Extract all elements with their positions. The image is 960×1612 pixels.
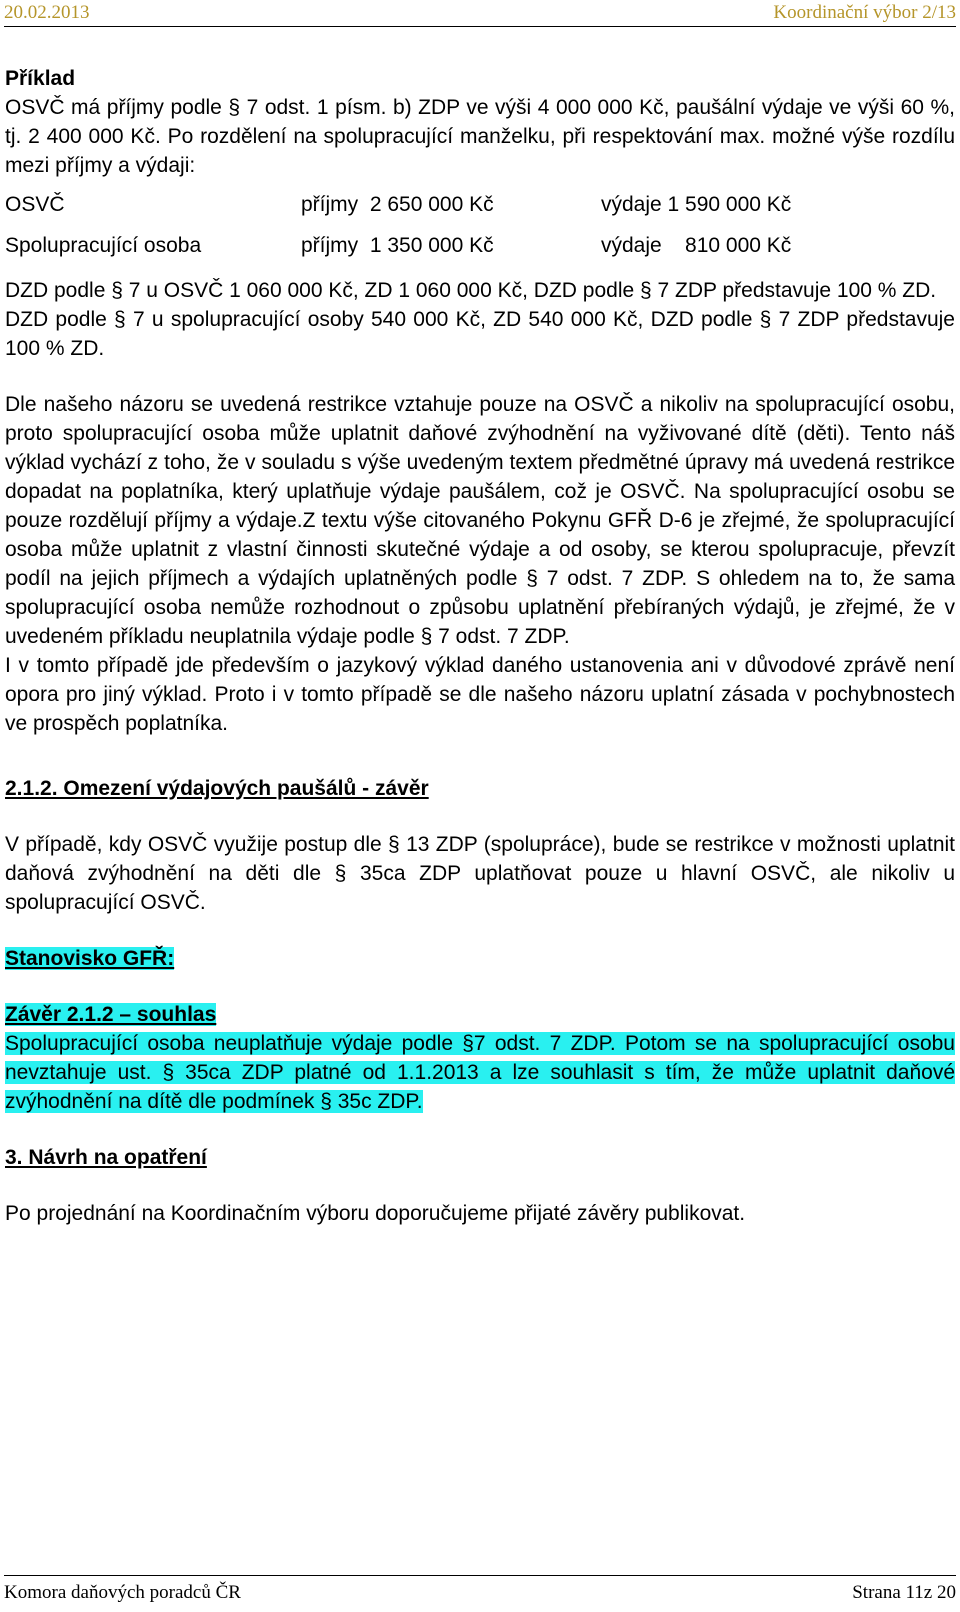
gfr-heading-text: Stanovisko GFŘ: (5, 947, 175, 970)
opinion-paragraph-2: I v tomto případě jde především o jazykový výklad daného ustanovenia ani v důvodové zprávě není opora pro jiný výklad. Proto i v tomto případě se dle našeho názoru uplatní zásada v pochybnostech ve prospěch poplatníka. (5, 654, 955, 735)
dzd-osvc: DZD podle § 7 u OSVČ 1 060 000 Kč, ZD 1 060 000 Kč, DZD podle § 7 ZDP představuje 100 % ZD. (5, 279, 937, 302)
example-intro: OSVČ má příjmy podle § 7 odst. 1 písm. b) ZDP ve výši 4 000 000 Kč, paušální výdaje ve výši 60 %, tj. 2 400 000 Kč. Po rozdělení na spolupracující manželku, při respektování max. možné výše rozdílu mezi příjmy a výdaji: (5, 96, 955, 177)
example-title: Příklad (5, 67, 76, 90)
gfr-heading (5, 944, 955, 973)
row-expense: výdaje 1 590 000 Kč (601, 193, 792, 216)
row-expense: výdaje 810 000 Kč (601, 234, 792, 257)
gfr-conclusion-text (5, 1029, 955, 1116)
footer-org: Komora daňových poradců ČR (4, 1582, 241, 1603)
document-body (5, 64, 955, 1228)
header-title: Koordinační výbor 2/13 (773, 2, 956, 23)
opinion-paragraph: Dle našeho názoru se uvedená restrikce vztahuje pouze na OSVČ a nikoliv na spolupracující osobu, proto spolupracující osoba může uplatnit daňové zvýhodnění na vyživované dítě (děti). Tento náš výklad vychází z toho, že v souladu s výše uvedeným textem předmětné úpravy má uvedená restrikce dopadat na poplatníka, který uplatňuje výdaje paušálem, což je OSVČ. Na spolupracující osobu se pouze rozdělují příjmy a výdaje.Z textu výše citovaného Pokynu GFŘ D-6 je zřejmé, že spolupracující osoba může uplatnit z vlastní činnosti skutečné výdaje a od osoby, se kterou spolupracuje, převzít podíl na jejich příjmech a výdajích uplatněných podle § 7 odst. 7 ZDP. S ohledem na to, že sama spolupracující osoba nemůže rozhodnout o způsobu uplatnění přebíraných výdajů, je zřejmé, že v uvedeném příkladu neuplatnila výdaje podle § 7 odst. 7 ZDP. (5, 393, 955, 648)
section-212-text: V případě, kdy OSVČ využije postup dle § 13 ZDP (spolupráce), bude se restrikce v možnosti uplatnit daňová zvýhodnění na děti dle § 35ca ZDP uplatňovat pouze u hlavní OSVČ, ale nikoliv u spolupracující OSVČ. (5, 833, 955, 914)
header-date: 20.02.2013 (4, 2, 90, 23)
row-label: OSVČ (5, 193, 65, 216)
page-header (4, 2, 956, 27)
section-3-text: Po projednání na Koordinačním výboru doporučujeme přijaté závěry publikovat. (5, 1202, 746, 1225)
row-label: Spolupracující osoba (5, 234, 202, 257)
example-row-partner (5, 225, 955, 266)
section-heading-212: 2.1.2. Omezení výdajových paušálů - závěr (5, 777, 429, 800)
page-footer (4, 1575, 956, 1603)
dzd-partner: DZD podle § 7 u spolupracující osoby 540 000 Kč, ZD 540 000 Kč, DZD podle § 7 ZDP představuje 100 % ZD. (5, 308, 955, 360)
row-income: příjmy 1 350 000 Kč (301, 234, 494, 257)
row-income: příjmy 2 650 000 Kč (301, 193, 494, 216)
gfr-conclusion-text-span: Spolupracující osoba neuplatňuje výdaje podle §7 odst. 7 ZDP. Potom se na spolupracující osobu nevztahuje ust. § 35ca ZDP platné od 1.1.2013 a lze souhlasit s tím, že může uplatnit daňové zvýhodnění na dítě dle podmínek § 35c ZDP. (5, 1032, 955, 1113)
example-row-osvc (5, 184, 955, 225)
gfr-conclusion-title (5, 1000, 955, 1029)
gfr-conclusion-title-text: Závěr 2.1.2 – souhlas (5, 1003, 217, 1026)
section-heading-3: 3. Návrh na opatření (5, 1146, 207, 1169)
footer-page-number: Strana 11z 20 (852, 1582, 956, 1603)
